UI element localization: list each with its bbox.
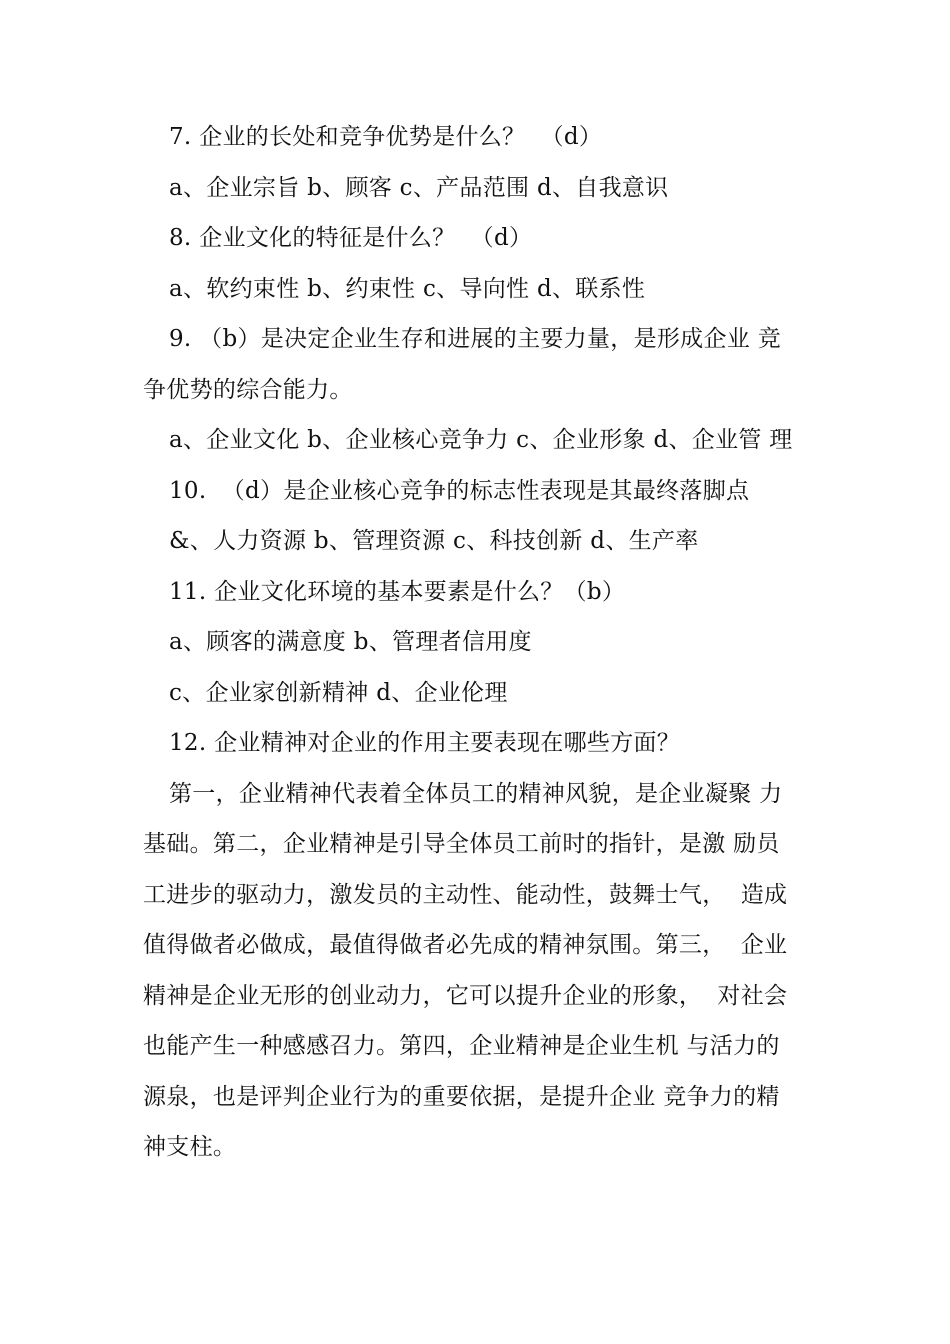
question-9-line-1: 9. （b）是决定企业生存和进展的主要力量，是形成企业 竞 bbox=[169, 326, 781, 352]
answer-line: 工进步的驱动力，激发员的主动性、能动性，鼓舞士气， 造成 bbox=[143, 881, 788, 908]
question-9-line-2: 争优势的综合能力。 bbox=[143, 376, 353, 403]
question-10-options: &、人力资源 b、管理资源 c、科技创新 d、生产率 bbox=[169, 528, 699, 554]
question-7-options: a、企业宗旨 b、顾客 c、产品范围 d、自我意识 bbox=[169, 174, 669, 201]
question-10: 10. （d）是企业核心竞争的标志性表现是其最终落脚点 bbox=[169, 477, 750, 504]
answer-line: 精神是企业无形的创业动力，它可以提升企业的形象， 对社会 bbox=[143, 982, 788, 1009]
question-12-answer bbox=[143, 769, 833, 1173]
answer-line: 基础。第二，企业精神是引导全体员工前时的指针，是激 励员 bbox=[143, 831, 780, 857]
question-11-options-line-2: c、企业家创新精神 d、企业伦理 bbox=[169, 679, 508, 706]
answer-line: 也能产生一种感感召力。第四，企业精神是企业生机 与活力的 bbox=[143, 1033, 780, 1059]
question-11: 11. 企业文化环境的基本要素是什么？（b） bbox=[169, 578, 626, 605]
answer-line: 神支柱。 bbox=[143, 1134, 237, 1160]
question-12: 12. 企业精神对企业的作用主要表现在哪些方面？ bbox=[169, 730, 681, 756]
document-body bbox=[143, 112, 833, 1173]
answer-line: 源泉，也是评判企业行为的重要依据，是提升企业 竞争力的精 bbox=[143, 1083, 780, 1110]
question-8: 8. 企业文化的特征是什么？ （d） bbox=[169, 225, 533, 251]
question-9-options: a、企业文化 b、企业核心竞争力 c、企业形象 d、企业管 理 bbox=[169, 427, 793, 453]
question-8-options: a、软约束性 b、约束性 c、导向性 d、联系性 bbox=[169, 275, 646, 302]
question-11-options-line-1: a、顾客的满意度 b、管理者信用度 bbox=[169, 629, 532, 655]
question-7: 7. 企业的长处和竞争优势是什么？ （d） bbox=[169, 124, 603, 150]
answer-line: 值得做者必做成，最值得做者必先成的精神氛围。第三， 企业 bbox=[143, 932, 788, 958]
answer-line: 第一，企业精神代表着全体员工的精神风貌，是企业凝聚 力 bbox=[169, 780, 783, 807]
